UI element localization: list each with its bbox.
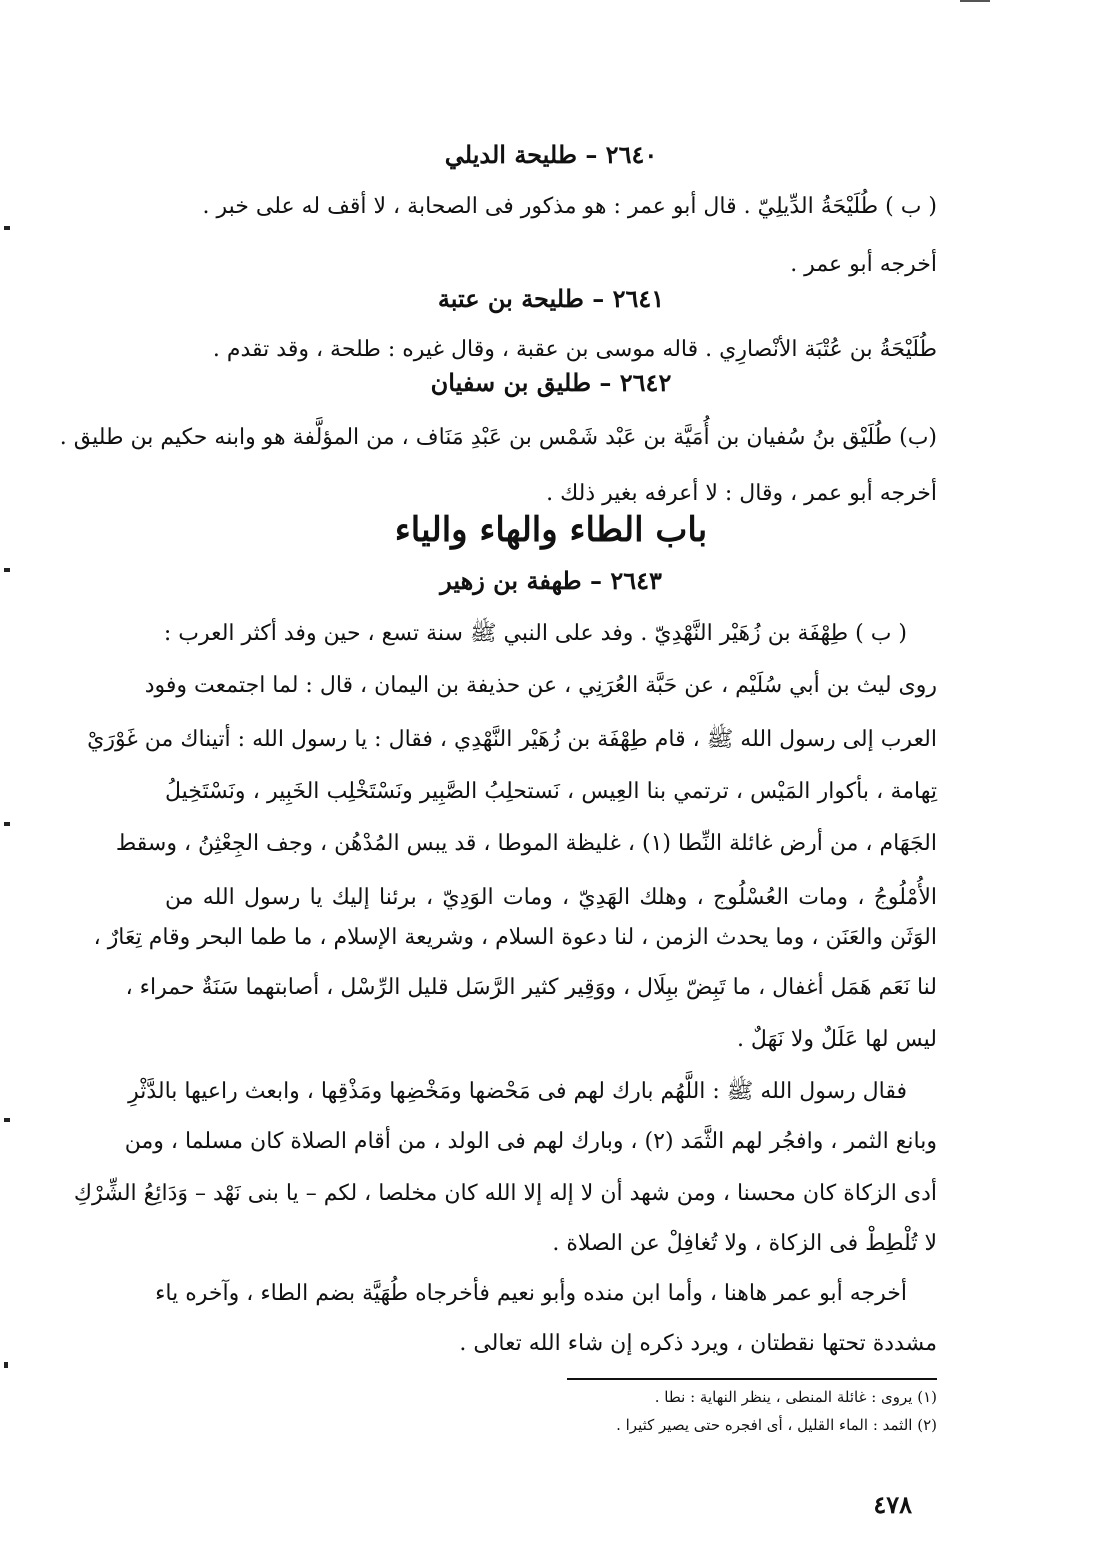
entry-2642-line-1: (ب) طُلَيْق بنُ سُفيان بن أُمَيَّة بن عَبْد شَمْس بن عَبْدِ مَنَاف ، من المؤلَّفة هو وابنه حكيم بن طليق . — [59, 425, 937, 450]
entry-2641-line-1: طُلَيْحَةُ بن عُتْبَة الأنْصارِي . قاله موسى بن عقبة ، وقال غيره : طلحة ، وقد تقدم . — [212, 337, 937, 362]
body-line-1: ( ب ) طِهْفَة بن زُهَيْر النَّهْدِيّ . وفد على النبي ﷺ سنة تسع ، حين وفد أكثر العرب : — [163, 621, 907, 646]
margin-mark — [4, 568, 10, 572]
body-line-11: وبانع الثمر ، وافجُر لهم الثَّمَد (٢) ، وبارك لهم فى الولد ، من أقام الصلاة كان مسلما ، ومن — [124, 1129, 937, 1154]
footnote-1: (١) يروى : غائلة المنطى ، ينظر النهاية : نطا . — [654, 1388, 937, 1406]
body-line-14: أخرجه أبو عمر هاهنا ، وأما ابن منده وأبو نعيم فأخرجاه طُهَيَّة بضم الطاء ، وآخره ياء — [155, 1281, 907, 1306]
body-line-6: الأُمْلُوجُ ، ومات العُسْلُوج ، وهلك الهَدِيّ ، ومات الوَدِيّ ، برئنا إليك يا رسول الله من — [165, 885, 937, 910]
top-edge-rule — [960, 0, 990, 2]
body-line-15: مشددة تحتها نقطتان ، ويرد ذكره إن شاء الله تعالى . — [459, 1331, 937, 1356]
chapter-heading: باب الطاء والهاء والياء — [394, 510, 708, 550]
entry-heading-2643: ٢٦٤٣ – طهفة بن زهير — [440, 566, 662, 595]
margin-mark — [4, 1362, 8, 1368]
margin-mark — [4, 226, 10, 230]
margin-mark — [4, 1118, 10, 1122]
entry-heading-2642: ٢٦٤٢ – طليق بن سفيان — [430, 368, 672, 397]
margin-mark — [4, 822, 10, 826]
body-line-5: الجَهَام ، من أرض غائلة النِّطا (١) ، غليظة الموطا ، قد يبس المُدْهُن ، وجف الجِعْثِنُ ، وسقط — [115, 831, 937, 856]
body-line-12: أدى الزكاة كان محسنا ، ومن شهد أن لا إله إلا الله كان مخلصا ، لكم – يا بنى نَهْد – وَدَائِعُ الشِّرْكِ — [73, 1181, 937, 1206]
body-line-9: ليس لها عَلَلٌ ولا نَهَلٌ . — [736, 1027, 937, 1052]
entry-heading-2640: ٢٦٤٠ – طليحة الديلي — [444, 140, 658, 169]
page-number: ٤٧٨ — [873, 1490, 912, 1519]
footnote-rule — [567, 1378, 937, 1380]
body-line-4: تِهامة ، بأكوار المَيْس ، ترتمي بنا العِيس ، نَستحلِبُ الصَّبِير ونَسْتَخْلِب الخَبِير ، ونَسْتَخِيلُ — [165, 779, 937, 804]
body-line-13: لا تُلْطِطْ فى الزكاة ، ولا تُغافِلْ عن الصلاة . — [552, 1231, 937, 1256]
body-line-8: لنا نَعَم هَمَل أغفال ، ما تَبِضّ ببِلَال ، ووَقِير كثير الرَّسَل قليل الرِّسْل ، أصابتهما سَنَةٌ حمراء ، — [125, 975, 937, 1000]
body-line-7: الوَثَن والعَنَن ، وما يحدث الزمن ، لنا دعوة السلام ، وشريعة الإسلام ، ما طما البحر وقام تِعَارٌ ، — [93, 925, 937, 950]
body-line-3: العرب إلى رسول الله ﷺ ، قام طِهْفَة بن زُهَيْر النَّهْدِي ، فقال : يا رسول الله : أتيناك من غَوْرَيْ — [87, 727, 937, 752]
entry-heading-2641: ٢٦٤١ – طليحة بن عتبة — [437, 284, 665, 313]
entry-2642-line-2: أخرجه أبو عمر ، وقال : لا أعرفه بغير ذلك . — [546, 481, 937, 506]
entry-2640-line-1: ( ب ) طُلَيْحَةُ الدِّيلِيّ . قال أبو عمر : هو مذكور فى الصحابة ، لا أقف له على خبر . — [202, 194, 937, 219]
footnote-2: (٢) الثمد : الماء القليل ، أى افجره حتى يصير كثيرا . — [616, 1416, 937, 1434]
body-line-10: فقال رسول الله ﷺ : اللَّهُم بارك لهم فى مَحْضها ومَخْضِها ومَذْقِها ، وابعث راعيها بالدَّثْرِ — [128, 1079, 907, 1104]
entry-2640-line-2: أخرجه أبو عمر . — [790, 252, 937, 277]
body-line-2: روى ليث بن أبي سُلَيْم ، عن حَبَّة العُرَنِي ، عن حذيفة بن اليمان ، قال : لما اجتمعت وفود — [144, 673, 937, 698]
